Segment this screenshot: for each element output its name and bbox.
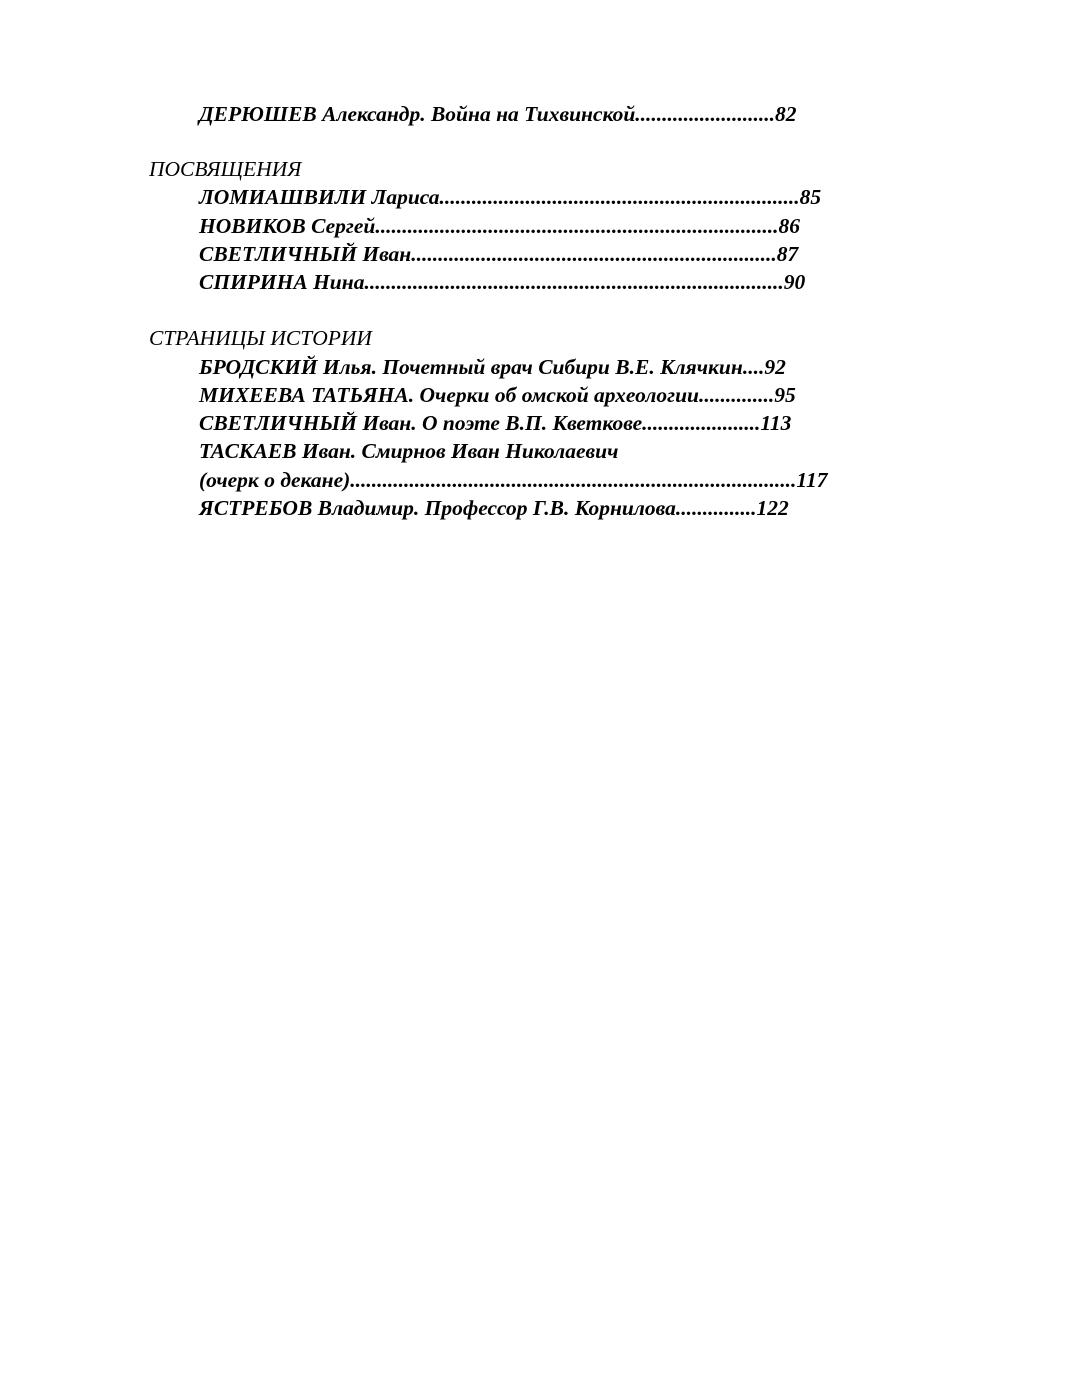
toc-entry-spirina: СПИРИНА Нина..............................................................................90 (199, 270, 806, 294)
toc-entry-taskaev: ТАСКАЕВ Иван. Смирнов Иван Николаевич (199, 439, 619, 463)
section-heading-dedications: ПОСВЯЩЕНИЯ (149, 157, 302, 181)
toc-entry-lomiashvili: ЛОМИАШВИЛИ Лариса...................................................................85 (199, 185, 822, 209)
toc-entry-novikov: НОВИКОВ Сергей...........................................................................86 (199, 214, 800, 238)
toc-entry-brodsky: БРОДСКИЙ Илья. Почетный врач Сибири В.Е. Клячкин....92 (199, 355, 786, 379)
toc-entry-deryushev: ДЕРЮШЕВ Александр. Война на Тихвинской..........................82 (199, 102, 797, 126)
toc-entry-svetlichny: СВЕТЛИЧНЫЙ Иван....................................................................87 (199, 242, 799, 266)
toc-entry-yastrebov: ЯСТРЕБОВ Владимир. Профессор Г.В. Корнилова...............122 (199, 496, 789, 520)
toc-entry-taskaev-continued: (очерк о декане)...................................................................................117 (199, 468, 828, 492)
toc-entry-svetlichny-kvetkov: СВЕТЛИЧНЫЙ Иван. О поэте В.П. Кветкове......................113 (199, 411, 792, 435)
section-heading-history-pages: СТРАНИЦЫ ИСТОРИИ (149, 326, 372, 350)
toc-entry-mikheeva: МИХЕЕВА ТАТЬЯНА. Очерки об омской археологии..............95 (199, 383, 796, 407)
